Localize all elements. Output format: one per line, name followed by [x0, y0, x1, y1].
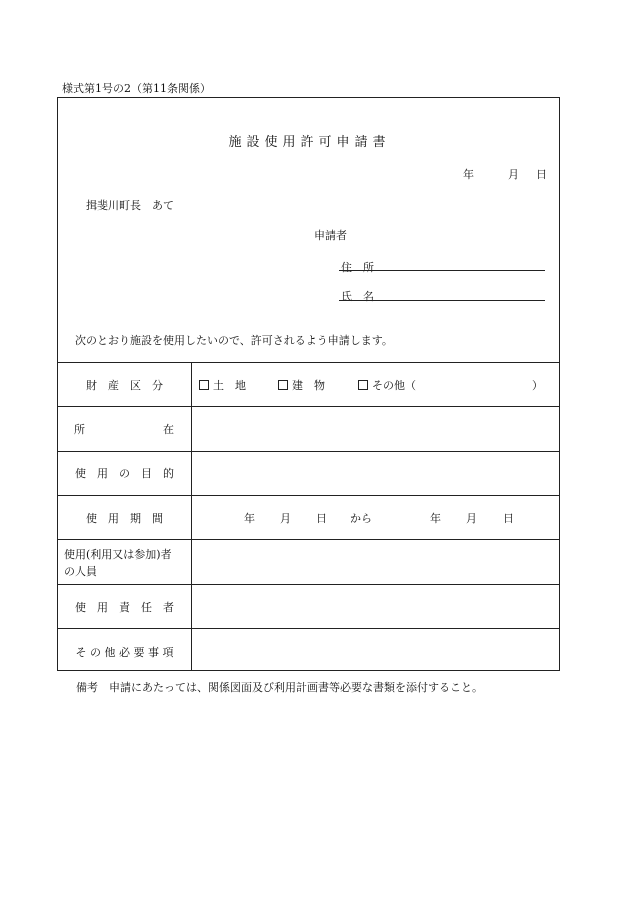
location-input[interactable]	[192, 407, 559, 451]
property-option-building[interactable]	[278, 377, 325, 393]
headcount-label-line1: 使用(利用又は参加)者	[64, 548, 172, 561]
document-title: 施設使用許可申請書	[228, 135, 391, 150]
name-input-line[interactable]	[339, 300, 545, 301]
other-matters-input[interactable]	[192, 629, 559, 670]
period-label: 使 用 期 間	[86, 512, 163, 525]
purpose-input[interactable]	[192, 452, 559, 495]
responsible-person-input[interactable]	[192, 585, 559, 628]
date-month-field[interactable]: 月	[508, 168, 519, 181]
period-to-month[interactable]: 月	[466, 512, 477, 525]
date-year-field[interactable]: 年	[463, 168, 474, 181]
address-input-line[interactable]	[339, 270, 545, 271]
period-from-suffix: から	[350, 512, 372, 525]
period-from-year[interactable]: 年	[244, 512, 255, 525]
option-label: 土 地	[213, 379, 246, 392]
property-class-label: 財 産 区 分	[86, 379, 163, 392]
addressee: 揖斐川町長 あて	[86, 199, 174, 212]
location-label-part2: 在	[163, 423, 174, 436]
period-from-month[interactable]: 月	[280, 512, 291, 525]
other-close-paren: ）	[532, 379, 543, 392]
request-sentence: 次のとおり施設を使用したいので、許可されるよう申請します。	[75, 334, 393, 347]
option-label: その他（	[372, 379, 416, 392]
checkbox[interactable]	[199, 380, 209, 390]
location-label-part1: 所	[74, 423, 85, 436]
headcount-input[interactable]	[192, 540, 559, 584]
responsible-person-label: 使 用 責 任 者	[75, 601, 174, 614]
property-option-land[interactable]	[199, 377, 246, 393]
date-day-field[interactable]: 日	[536, 168, 547, 181]
period-to-year[interactable]: 年	[430, 512, 441, 525]
checkbox[interactable]	[358, 380, 368, 390]
purpose-label: 使 用 の 目 的	[75, 467, 174, 480]
property-option-other[interactable]	[358, 377, 416, 393]
address-label: 住 所	[341, 261, 374, 274]
period-to-day[interactable]: 日	[503, 512, 514, 525]
headcount-label-line2: の人員	[64, 565, 97, 578]
table-top-border	[58, 362, 559, 363]
applicant-label: 申請者	[314, 229, 347, 242]
checkbox[interactable]	[278, 380, 288, 390]
name-label: 氏 名	[341, 290, 374, 303]
period-from-day[interactable]: 日	[316, 512, 327, 525]
remark-note: 備考 申請にあたっては、関係図面及び利用計画書等必要な書類を添付すること。	[76, 681, 483, 694]
form-number-label: 様式第1号の2（第11条関係）	[62, 82, 211, 95]
option-label: 建 物	[292, 379, 325, 392]
row-divider	[58, 495, 559, 496]
other-matters-label: そ の 他 必 要 事 項	[75, 646, 174, 659]
application-form-frame	[57, 97, 560, 671]
